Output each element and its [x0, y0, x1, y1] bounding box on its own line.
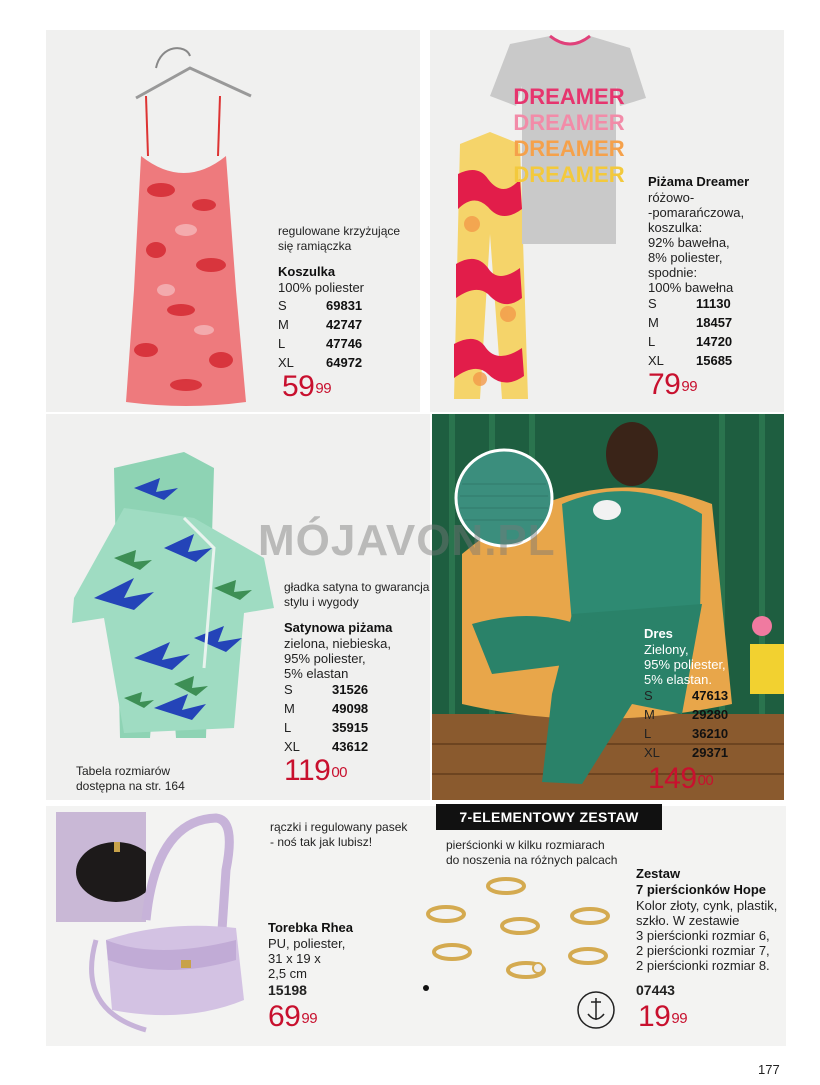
- product-panel-bottom: [46, 806, 786, 1046]
- torebka-code: 15198: [268, 982, 307, 998]
- product-code: 36210: [692, 726, 729, 741]
- size-table-note: Tabela rozmiarów dostępna na str. 164: [76, 764, 185, 793]
- size-label: XL: [284, 739, 300, 754]
- size-row: [644, 743, 728, 762]
- product-panel-satynowa: [46, 414, 430, 800]
- product-code: 18457: [696, 315, 733, 330]
- product-code: 47613: [692, 688, 729, 703]
- rings-image: [416, 870, 626, 1040]
- dreamer-print-1: DREAMER: [513, 84, 625, 109]
- product-code: 11130: [696, 296, 731, 311]
- dreamer-size-table: [648, 294, 732, 370]
- dres-description: Zielony, 95% poliester, 5% elastan.: [644, 642, 726, 687]
- product-panel-koszulka: [46, 30, 420, 412]
- size-row: [284, 680, 368, 699]
- product-code: 15685: [696, 353, 733, 368]
- dres-price: $149^{00}$: [648, 762, 714, 795]
- product-panel-pizama-dreamer: [430, 30, 784, 412]
- size-label: S: [644, 688, 653, 703]
- zestaw-code: 07443: [636, 982, 675, 998]
- koszulka-price: $59^{99}$: [282, 370, 332, 403]
- size-row: [648, 294, 732, 313]
- product-code: 29371: [692, 745, 729, 760]
- size-row: [644, 705, 728, 724]
- zestaw-description: Kolor złoty, cynk, plastik, szkło. W zestawie 3 pierścionki rozmiar 6, 2 pierścionki rozmiar 7, 2 pierścionki rozmiar 8.: [636, 898, 778, 973]
- dreamer-print-2: DREAMER: [513, 110, 625, 135]
- size-row: [278, 315, 362, 334]
- koszulka-note: regulowane krzyżujące się ramiączka: [278, 224, 401, 253]
- torebka-name: Torebka Rhea: [268, 920, 354, 935]
- satynowa-size-table: [284, 680, 368, 756]
- satynowa-note: gładka satyna to gwarancja stylu i wygody: [284, 580, 430, 609]
- dres-size-table: [644, 686, 728, 762]
- watermark: MÓJAVON.PL: [258, 516, 556, 565]
- size-label: M: [284, 701, 295, 716]
- product-code: 43612: [332, 739, 369, 754]
- torebka-description: PU, poliester, 31 x 19 x 2,5 cm: [268, 936, 346, 981]
- size-row: [278, 296, 362, 315]
- dreamer-name: Piżama Dreamer: [648, 174, 750, 189]
- product-code: 49098: [332, 701, 369, 716]
- torebka-price: $69^{99}$: [268, 1000, 318, 1033]
- nightdress-image: [86, 30, 266, 410]
- satynowa-name: Satynowa piżama: [284, 620, 393, 635]
- product-code: 35915: [332, 720, 369, 735]
- size-row: [648, 332, 732, 351]
- dreamer-print-4: DREAMER: [513, 162, 625, 187]
- satynowa-description: zielona, niebieska, 95% poliester, 5% elastan: [284, 636, 391, 681]
- size-label: L: [284, 720, 292, 735]
- size-label: XL: [648, 353, 664, 368]
- size-row: [648, 313, 732, 332]
- page-number: 177: [758, 1062, 780, 1077]
- satin-pajama-image: [64, 448, 284, 748]
- size-label: L: [644, 726, 652, 741]
- koszulka-name: Koszulka: [278, 264, 336, 279]
- zestaw-badge: 7-ELEMENTOWY ZESTAW: [436, 804, 662, 830]
- dreamer-description: różowo- -pomarańczowa, koszulka: 92% bawełna, 8% poliester, spodnie: 100% bawełna: [648, 190, 745, 295]
- zestaw-note: pierścionki w kilku rozmiarach do noszenia na różnych palcach: [446, 838, 618, 867]
- size-row: [644, 686, 728, 705]
- zestaw-price: $19^{99}$: [638, 1000, 688, 1033]
- size-row: [644, 724, 728, 743]
- torebka-note: rączki i regulowany pasek - noś tak jak lubisz!: [270, 820, 408, 849]
- size-label: M: [644, 707, 655, 722]
- koszulka-size-table: [278, 296, 362, 372]
- koszulka-material: 100% poliester: [278, 280, 364, 295]
- product-code: 64972: [326, 355, 363, 370]
- product-code: 31526: [332, 682, 369, 697]
- size-label: S: [284, 682, 293, 697]
- zestaw-name: Zestaw 7 pierścionków Hope: [636, 866, 767, 897]
- size-label: S: [648, 296, 657, 311]
- size-label: S: [278, 298, 287, 313]
- satynowa-price: $119^{00}$: [284, 754, 348, 787]
- dres-name: Dres: [644, 626, 673, 641]
- tracksuit-photo: [432, 414, 784, 800]
- size-row: [284, 699, 368, 718]
- dreamer-pajama-image: [450, 34, 650, 404]
- product-code: 29280: [692, 707, 729, 722]
- product-panel-dres: [432, 414, 784, 800]
- dreamer-price: $79^{99}$: [648, 368, 698, 401]
- dreamer-print-3: DREAMER: [513, 136, 625, 161]
- size-label: L: [648, 334, 656, 349]
- size-label: L: [278, 336, 286, 351]
- size-label: M: [648, 315, 659, 330]
- size-row: [278, 334, 362, 353]
- product-code: 69831: [326, 298, 363, 313]
- size-label: M: [278, 317, 289, 332]
- product-code: 47746: [326, 336, 363, 351]
- size-label: XL: [278, 355, 294, 370]
- product-code: 42747: [326, 317, 363, 332]
- size-label: XL: [644, 745, 660, 760]
- rhea-bag-image: [86, 810, 266, 1040]
- product-code: 14720: [696, 334, 733, 349]
- size-row: [284, 718, 368, 737]
